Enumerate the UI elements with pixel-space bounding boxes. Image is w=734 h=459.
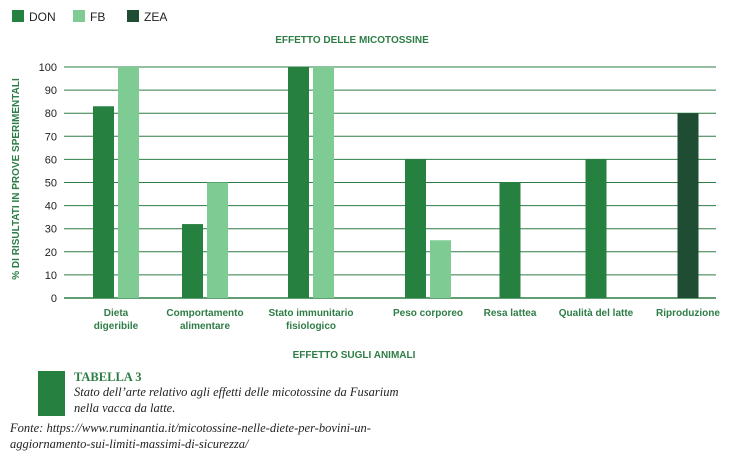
legend	[12, 10, 167, 24]
x-tick-label: Peso corporeo	[392, 308, 464, 319]
y-tick-label: 60	[44, 154, 57, 167]
caption-text-line-1: Stato dell’arte relativo agli effetti delle micotossine da Fusarium	[74, 385, 399, 399]
y-tick-label: 90	[44, 85, 57, 98]
caption-label: TABELLA 3	[74, 370, 142, 384]
bar-don-3	[405, 159, 426, 298]
y-tick-label: 10	[44, 269, 57, 282]
source-line-2: aggiornamento-sui-limiti-massimi-di-sicurezza/	[10, 437, 249, 451]
bar-don-0	[93, 106, 114, 298]
x-tick-label: Qualità del latte	[558, 308, 634, 319]
x-tick-label: Comportamento alimentare	[166, 308, 244, 332]
bar-fb-3	[430, 240, 451, 298]
x-axis-categories	[94, 308, 721, 332]
bar-fb-2	[313, 67, 334, 298]
bar-zea-6	[678, 113, 699, 298]
y-axis-ticks	[39, 62, 57, 305]
x-tick-label: Resa lattea	[483, 308, 537, 319]
y-tick-label: 40	[44, 200, 57, 213]
bar-fb-1	[207, 183, 228, 299]
y-tick-label: 0	[50, 293, 57, 305]
y-tick-label: 100	[38, 62, 57, 74]
legend-label-don: DON	[29, 10, 56, 24]
y-axis-title: % DI RISULTATI IN PROVE SPERIMENTALI	[11, 78, 22, 280]
x-tick-label: Riproduzione	[656, 308, 720, 319]
legend-label-zea: ZEA	[144, 10, 168, 24]
chart-title: EFFETTO DELLE MICOTOSSINE	[275, 35, 429, 46]
x-tick-label: Stato immunitario fisiologico	[268, 308, 354, 332]
bar-fb-0	[118, 67, 139, 298]
x-axis-title: EFFETTO SUGLI ANIMALI	[292, 350, 416, 361]
figure-caption	[38, 370, 538, 416]
y-tick-label: 80	[44, 108, 57, 121]
legend-swatch-don	[12, 10, 24, 22]
bar-don-5	[586, 159, 607, 298]
x-tick-label: Dieta digeribile	[93, 308, 139, 332]
caption-accent-bar	[38, 371, 65, 416]
legend-swatch-fb	[73, 10, 85, 22]
y-tick-label: 20	[44, 246, 57, 259]
bar-don-1	[182, 224, 203, 298]
legend-label-fb: FB	[90, 10, 106, 24]
bar-don-4	[500, 183, 521, 299]
source-line-1: Fonte: https://www.ruminantia.it/micotossine-nelle-diete-per-bovini-un-	[10, 421, 371, 435]
caption-text-line-2: nella vacca da latte.	[74, 401, 176, 415]
bar-don-2	[288, 67, 309, 298]
y-tick-label: 30	[44, 223, 57, 236]
y-tick-label: 70	[44, 131, 57, 144]
legend-swatch-zea	[127, 10, 139, 22]
gridlines	[64, 67, 716, 298]
y-tick-label: 50	[44, 177, 57, 190]
